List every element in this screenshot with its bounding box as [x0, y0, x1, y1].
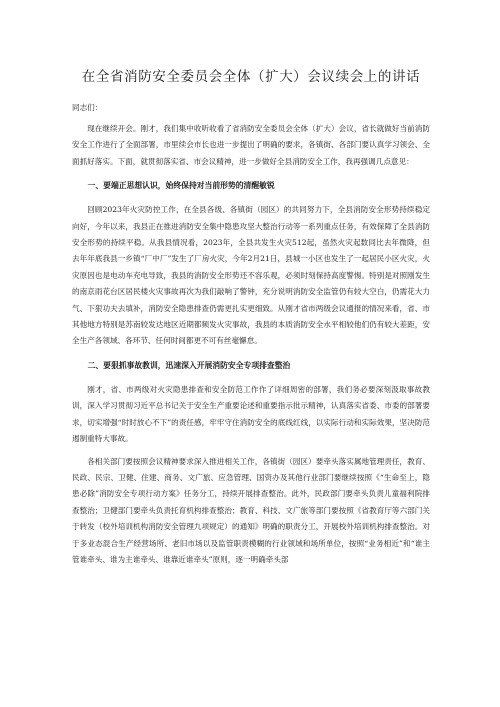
section-1-paragraph: 回顾2023年火灾防控工作，在全县各级、各镇街（园区）的共同努力下，全县消防安全形势持续稳定向好，今年以来，我县正在推进消防安全集中隐患攻坚大整治行动等一系列重点任务，有效保障了全县消防安全形势的持续平稳。从我县情况看，2023年，全县共发生火灾512起，虽然火灾起数同比去年微降，但去年年底我县一乡镇“厂中厂”发生了厂房火灾，今年2月21日，县城一小区也发生了一起居民小区火灾，火灾原因也是电动车充电导致，我县的消防安全形势还不容乐观，必须时刻保持高度警惕。特别是对照刚发生的南京雨花台区居民楼火灾事故再次为我们敲响了警钟，充分说明消防安全监管仍有较大空白，仍需花大力气、下狠功夫去填补，消防安全隐患排查仍需更扎实更细致。从刚才省市两级会议通报的情况来看，省、市其他地方特别是苏南较发达地区近期都频发火灾事故，我县的本质消防安全水平相较他们仍有较大差距，安全生产各领域、各环节、任何时间都更不可有丝毫懈怠。	[72, 205, 430, 346]
section-2-paragraph-2: 各相关部门要按照会议精神要求深入推进相关工作，各镇街（园区）要牵头落实属地管理责任，教育、民政、民宗、卫健、住建、商务、文广旅、应急管理、国资办及其他行业部门要继续按照《“生命至上，隐患必除”消防安全专项行动方案》任务分工，持续开展排查整治。此外，民政部门要牵头负责儿童福利院排查整治；卫健部门要牵头负责托育机构排查整治；教育、科技、文广旅等部门要按照《省教育厅等六部门关于转发（校外培训机构消防安全管理九项规定）的通知》明确的职责分工，开展校外培训机构排查整治。对于多业态混合生产经营场所、老旧市场以及监管职责模糊的行业领域和场所单位，按照“业务相近”和“谁主管谁牵头、谁为主谁牵头、谁靠近谁牵头”原则，逐一明确牵头部	[72, 456, 430, 564]
greeting: 同志们：	[72, 103, 103, 112]
document-title: 在全省消防安全委员会全体（扩大）会议续会上的讲话	[81, 69, 421, 85]
section-2-heading: 二、要狠抓事故教训，迅速深入开展消防安全专项排查整治	[87, 360, 291, 370]
section-1-heading: 一、要端正思想认识，始终保持对当前形势的清醒敏锐	[87, 181, 275, 191]
section-2-paragraph-1: 刚才，省、市两级对火灾隐患排查和安全防范工作作了详细周密的部署，我们务必要深刻汲取事故教训，深入学习贯彻习近平总书记关于安全生产重要论述和重要指示批示精神，认真落实省委、市委的部署要求，切实增强“时时放心不下”的责任感，牢牢守住消防安全的底线红线，以实际行动和实际效果，坚决防范遏制重特大事故。	[72, 384, 430, 444]
intro-paragraph: 现在继续开会。刚才，我们集中收听收看了省消防安全委员会全体（扩大）会议，省长就做好当前消防安全工作进行了全面部署，市里续会市长也进一步提出了明确的要求，各镇街、各部门要认真学习领会、全面抓好落实。下面，就贯彻落实省、市会议精神，进一步做好全县消防安全工作，我再强调几点意见：	[72, 124, 430, 166]
